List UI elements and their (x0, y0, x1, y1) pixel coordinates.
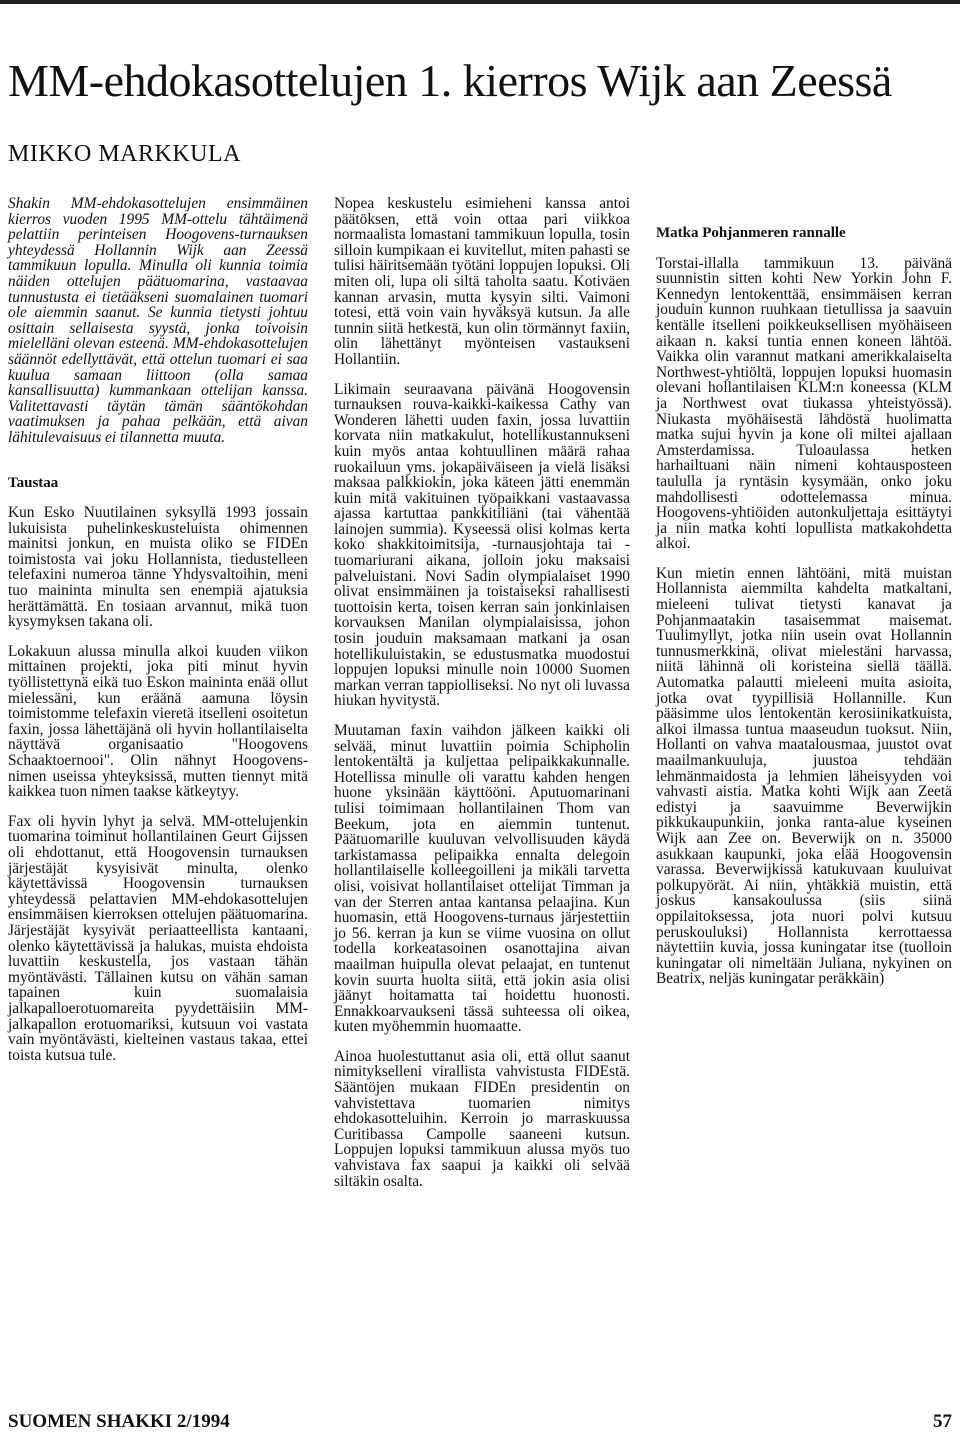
body-paragraph: Ainoa huolestuttanut asia oli, että ollut saanut nimitykselleni virallista vahvistusta FIDEstä. Sääntöjen mukaan FIDEn presidentin on vahvistettava tuomarien nimitys ehdokasotteluihin. Kerroin jo marraskuussa Curitibassa Campolle saaneeni kutsun. Loppujen lopuksi tammikuun alussa myös tuo vahvistava fax saapui ja kaikki oli selvää siltäkin osalta. (334, 1047, 630, 1190)
body-paragraph: Fax oli hyvin lyhyt ja selvä. MM-ottelujenkin tuomarina toiminut hollantilainen Geurt Gijssen oli ehdottanut, että Hoogovensin turnauksen järjestäjät kysyisivät minulta, olenko käytettävissä Hoogovensin turnauksen yhteydessä pelattavien MM-ehdokasottelujen ensimmäisen kierroksen ottelujen päätuomarina. Järjestäjät kysyivät periaatteellista kantaani, olenko käytettävissä ja halukas, muista ehdoista luvattiin keskustella, jos vastaan tähän myöntävästi. Tällainen kutsu on vähän saman tapainen kuin suomalaisia jalkapalloerotuomareita pyydettäisiin MM-jalkapallon erotuomariksi, kutsuun voi vastata vain myöntävästi, kielteinen vastaus takaa, ettei toista kutsua tule. (8, 812, 308, 1064)
publication-footer: SUOMEN SHAKKI 2/1994 (8, 1411, 230, 1432)
section-heading-matka: Matka Pohjanmeren rannalle (656, 225, 846, 241)
text-column-3 (656, 196, 952, 1001)
author-byline: MIKKO MARKKULA (8, 141, 241, 167)
body-paragraph: Muutaman faxin vaihdon jälkeen kaikki oli selvää, minut luvattiin poimia Schipholin lentokentältä ja kuljettaa pelipaikkakunnalle. Hotellissa minulle oli varattu kahden hengen huone yksinään käyttööni. Aputuomarinani tulisi toimimaan hollantilainen Thom van Beekum, jota en aiemmin tuntenut. Päätuomarille kuuluvan velvollisuuden käydä tarkistamassa pelipaikka ennalta delegoin hollantilaiselle kolleegoilleni ja mikäli tarvetta olisi, voisivat hollantilaiset ottelijat Timman ja van der Sterren antaa kantansa pelaajina. Kun huomasin, että Hoogovens-turnaus järjestettiin jo 56. kerran ja kun se viime vuosina on ollut todella korkeatasoinen osanottajina aivan maailman huipulla olevat pelaajat, en tuntenut kovin suurta huolta siitä, että jokin asia olisi jäänyt hoitamatta tai hoidettu huonosti. Ennakkoarvaukseni tässä suhteessa oli oikea, kuten myöhemmin huomaatte. (334, 722, 630, 1036)
text-column-2 (334, 196, 630, 1203)
article-title: MM-ehdokasottelujen 1. kierros Wijk aan Zeessä (8, 55, 892, 106)
body-paragraph: Torstai-illalla tammikuun 13. päivänä suunnistin sitten kohti New Yorkin John F. Kennedyn lentokenttää, ensimmäisen kerran jouduin kunnon ruuhkaan tietullissa ja saavuin kentälle itselleni poikkeuksellisen myöhäiseen aikaan n. kaksi tuntia ennen koneen lähtöä. Vaikka olin varannut matkani amerikkalaiselta Northwest-yhtiöltä, loppujen lopuksi huomasin olevani hollantilaisen KLM:n koneessa (KLM ja Northwest ovat tiukassa yhteistyössä). Niukasta myöhäisestä lähdöstä huolimatta matka sujui hyvin ja kone oli miltei ajallaan Amsterdamissa. Tuloaulassa hetken harhailtuani näin nimeni kohtausposteen taululla ja ryntäsin kysymään, onko joku mahdollisesti odottelemassa minua. Hoogovens-yhtiöiden autonkuljettaja esittäytyi ja niin matka kohti lopullista matkakohdetta alkoi. (656, 254, 952, 553)
lead-paragraph: Shakin MM-ehdokasottelujen ensimmäinen kierros vuoden 1995 MM-ottelu tähtäimenä pelattiin perinteisen Hoogovens-turnauksen yhteydessä Hollannin Wijk aan Zeessä tammikuun lopulla. Minulla oli kunnia toimia näiden ottelujen päätuomarina, vastaavaa tunnustusta ei tietääkseni suomalainen tuomari ole aiemmin saanut. Se kunnia tietysti johtuu osittain sellaisesta syystä, jonka toivoisin mielelläni olevan esteenä. MM-ehdokasottelujen säännöt edellyttävät, että ottelun tuomari ei saa kuulua samaan liittoon (olla samaa kansallisuutta) kummankaan ottelijan kanssa. Valitettavasti täytän tämän sääntökohdan vaatimuksen ja pahaa pelkään, että aivan lähitulevaisuus ei tilannetta muuta. (8, 195, 308, 446)
page-number: 57 (933, 1411, 952, 1432)
top-rule (0, 0, 960, 4)
body-paragraph: Lokakuun alussa minulla alkoi kuuden viikon mittainen projekti, joka piti minut hyvin työllistettynä eikä tuo Eskon maininta enää ollut mielessäni, kun eräänä aamuna löysin toimistomme telefaxin vieretä itselleni osoitetun faxin, jossa lähettäjänä oli hyvin hollantilaiselta näyttävä organisaatio "Hoogovens Schaaktoernooi". Olin nähnyt Hoogovens-nimen useissa yhteyksissä, mutten tiennyt mitä kaikkea tuon nimen taakse kätkeytyy. (8, 642, 308, 801)
body-paragraph: Likimain seuraavana päivänä Hoogovensin turnauksen rouva-kaikki-kaikessa Cathy van Wonderen lähetti uuden faxin, jossa luvattiin korvata niin matkakulut, hotellikustannukseni kuin myös antaa kohtuullinen määrä rahaa ruokailuun yms. jokapäiväiseen ja vielä lisäksi maksaa palkkiokin, joka käteen jätti enemmän kuin mitä vakituinen työpaikkani vastaavassa ajassa kartuttaa pankkitiliäni (tai vähentää lainojen summia). Kyseessä olisi kolmas kerta koko shakkitoimitsija, -turnausjohtaja tai -tuomariurani aikana, jolloin joku maksaisi palveluistani. Novi Sadin olympialaiset 1990 olivat ensimmäinen ja toistaiseksi rahallisesti tuottoisin kerta, toisen kerran sain jonkinlaisen korvauksen Manilan olympialaisissa, johon tosin jouduin maksamaan matkani ja osan hotellikuluistakin, se edustusmatka muodostui loppujen lopuksi minulle noin 10000 Suomen markan verran tappiolliseksi. No nyt oli luvassa hiukan hyvitystä. (334, 380, 630, 710)
body-paragraph: Kun mietin ennen lähtöäni, mitä muistan Hollannista aiemmilta kahdelta matkaltani, mieleeni tulivat tietysti kanavat ja Pohjanmaatakin tasaisemmat maisemat. Tuulimyllyt, jotka niin usein ovat Hollannin tunnusmerkkinä, olivat mielestäni harvassa, niitä lähinnä oli koristeina siellä täällä. Automatka palautti mieleeni muita asioita, jotka ovat tyypillisiä Hollannille. Kun pääsimme ulos lentokentän kerosiinikatkuista, alkoi ilmassa tuntua maaseudun tuoksut. Niin, Hollanti on vahva maatalousmaa, juustot ovat maailmankuuluja, juustoa tehdään lehmänmaidosta ja lehmien läheisyyden voi vahvasti aistia. Matka kohti Wijk aan Zeetä edistyi ja saavuimme Beverwijkin pikkukaupunkiin, jonka ranta-alue kyseinen Wijk aan Zee on. Beverwijk on n. 35000 asukkaan kaupunki, joka elää Hoogovensin varassa. Beverwijkissä katukuvaan kuuluivat polkupyörät. Ai niin, yhtäkkiä muistin, että joskus kansakoulussa (siis siinä oppilaitoksessa, jota nuori polvi kutsuu peruskouluksi) Hollannista kerrottaessa näytettiin kuvia, jossa kuningatar itse (tuolloin kuningatar oli nimeltään Juliana, nykyinen on Beatrix, neljäs kuningatar peräkkäin) (656, 564, 952, 988)
body-paragraph: Kun Esko Nuutilainen syksyllä 1993 jossain lukuisista puhelinkeskusteluista ohimennen mainitsi jonkun, en muista oliko se FIDEn toimistosta vai joku Hollannista, tiedustelleen telefaxini numeroa tänne Yhdysvaltoihin, meni tuo maininta minulta sen enempiä ajatuksia herättämättä. En tosiaan arvannut, mikä tuon kysymyksen takana oli. (8, 504, 308, 631)
section-heading-taustaa: Taustaa (8, 474, 59, 491)
body-paragraph: Nopea keskustelu esimieheni kanssa antoi päätöksen, että voin ottaa pari viikkoa normaalista lomastani tammikuun lopulla, tosin silloin kumpikaan ei kuvitellut, miten pahasti se tulisi häiritsemään työtäni loppujen lopuksi. Oli miten oli, lupa oli siltä taholta saatu. Kotiväen kannan arvasin, mutta kysyin silti. Vaimoni totesi, että voin vain hyväksyä kutsun. Ja alle tunnin siitä hetkestä, kun olin törmännyt faxiin, olin lähettänyt myönteisen vastaukseni Hollantiin. (334, 195, 630, 368)
text-column-1 (8, 196, 308, 1077)
